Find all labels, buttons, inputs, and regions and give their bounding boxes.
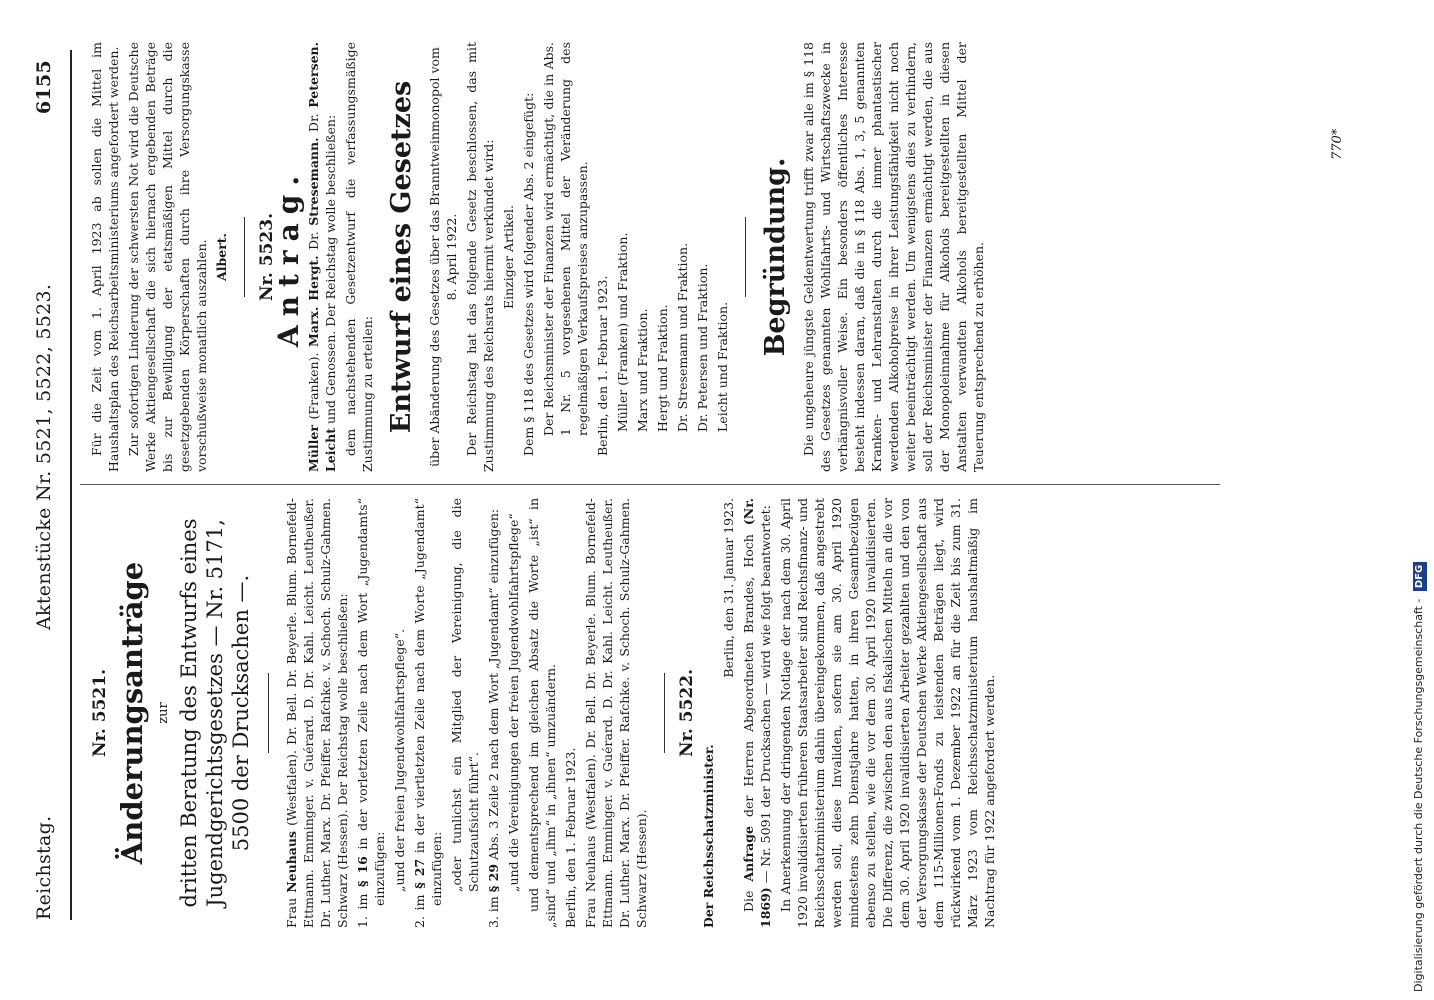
left-column [88,498,1001,928]
doc5521-subject: dritten Beratung des Entwurfs eines Jugendgerichtsgesetzes — Nr. 5171, 5500 der Drucksachen —. [177,518,253,908]
doc5521-signers [283,498,351,928]
doc5522-body3: Zur sofortigen Linderung der schwersten Not wird die Deutsche Werke Aktiengesellschaft die sich hiernach ergebenden Beträge bis zur Bewilligung der etatsmäßigen Mittel durch die gesetzgebenden Körperschaften durch ihre Versorgungskasse vorschußweise monatlich auszahlen. [126,42,209,472]
doc5523-signers [305,42,339,472]
intro-nr: (Nr. 1869) [741,497,773,928]
item-paragraph: § 16 [355,856,370,888]
article-heading: Einziger Artikel. [501,204,516,310]
item-text: Abs. 3 Zeile 2 nach dem Wort „Jugendamt“ einzufügen: [486,508,501,860]
section-divider [745,217,746,297]
doc5522-number: Nr. 5522. [677,669,697,758]
doc5521-number: Nr. 5521. [90,669,110,758]
item-quote: „oder tunlichst ein Mitglied der Vereinigung, die die Schutzaufsicht führt“. [449,498,481,892]
doc5523-motion: dem nachstehenden Gesetzentwurf die verfassungsmäßige Zustimmung zu erteilen: [343,42,375,472]
header-rule [70,50,72,920]
item-number: 3. [486,916,501,928]
section-divider [244,217,245,297]
doc5521-title: Änderungsanträge [115,561,149,865]
doc5521-signers2: Frau Neuhaus (Westfalen). Dr. Bell. Dr. Beyerle. Blum. Bornefeld-Ettmann. Emminger. v. Guérard. D. Dr. Kahl. Leicht. Leutheußer. Dr. Luther. Marx. Dr. Pfeiffer. Rafchke. v. Schoch. Schulz-Gahmen. Schwarz (Hessen). [583,498,649,928]
signer-rest: (Franken). [306,352,321,420]
item-pre: im [486,896,501,913]
faction-line: Dr. Petersen und Fraktion. [695,263,710,432]
item-number: 2. [412,916,427,928]
enacting-clause: Der Reichstag hat das folgende Gesetz beschlossen, das mit Zustimmung des Reichsrats hiermit verkündet wird: [464,42,496,472]
signers-bold: Neuhaus [284,830,299,893]
doc5523-title: Antrag. [272,166,305,348]
doc5522-signature: Albert. [214,233,229,281]
doc5522-intro [740,498,774,928]
digitization-watermark [1410,8,1428,992]
column-divider [80,484,1220,485]
watermark-label: Digitalisierung gefördert durch die Deutsche Forschungsgemeinschaft - [1412,598,1425,992]
reason-text: Die ungeheure jüngste Geldentwertung trifft zwar alle im § 118 des Gesetzes genannten Wohlfahrts- und Wirtschaftszwecke in verhängnisvoller Weise. Ein besonders öffentliches Interesse besteht indessen daran, daß die in § 118 Abs. 1, 3, 5 genannten Kranken- und Lehranstalten durch die immer phantastischer werdenden Alkoholpreise in ihrer Leistungsfähigkeit nicht noch weiter beeinträchtigt werden. Um wenigstens dies zu verhindern, soll der Reichsminister der Finanzen ermächtigt werden, die aus der Monopoleinnahme für Alkohols bereitgestellten in diesen Anstalten verwandten Alkohols bereitgestellten Mittel der Teuerung entsprechend zu erhöhen. [801,42,986,472]
doc5522-body2: Für die Zeit vom 1. April 1923 ab sollen die Mittel im Haushaltsplan des Reichsarbeitsministeriums angefordert werden. [89,42,121,472]
item-text: in der vorletzten Zeile nach dem Wort „Jugendamts“ einzufügen: [355,498,387,906]
intro-mid: der Herren Abgeordneten Brandes, Hoch [741,534,756,817]
intro-bold: Anfrage [741,826,756,882]
faction-line: Hergt und Fraktion. [655,304,670,432]
amendment-item [411,498,445,928]
doc5521-zur: zur [156,702,171,724]
item-pre: im [355,893,370,910]
amendment-item [354,498,388,928]
item-pre: im [412,894,427,911]
signer-bold: Müller [306,425,321,472]
amendment-item [485,498,502,928]
signers-rest: (Westfalen). Dr. Bell. Dr. Beyerle. Blum. Bornefeld-Ettmann. Emminger. v. Guérard. D. Dr. Kahl. Leicht. Leutheußer. Dr. Luther. Marx. Dr. Pfeiffer. Rafchke. v. Schoch. Schulz-Gahmen. Schwarz (Hessen). Der Reichstag wolle beschließen: [284,498,350,928]
page-number: 6155 [33,60,55,115]
right-column [88,42,990,472]
doc5523-date: Berlin, den 1. Februar 1923. [595,275,610,456]
draft-subject: über Abänderung des Gesetzes über das Branntweinmonopol vom 8. April 1922. [427,47,459,467]
running-head-center: Aktenstücke Nr. 5521, 5522, 5523. [33,283,55,630]
signer-rest: und Genossen. Der Reichstag wolle beschließen: [323,114,338,425]
item-quote: „und der freien Jugendwohlfahrtspflege“. [392,628,407,892]
intro-pre: Die [741,890,756,912]
signers-intro: Frau [284,897,299,928]
faction-line: Leicht und Fraktion. [715,301,730,432]
running-head [20,50,72,930]
article-text: Dem § 118 des Gesetzes wird folgender Abs. 2 eingefügt: [521,92,536,456]
signer-bold: Petersen. Leicht [306,42,338,472]
reason-title: Begründung. [760,157,791,357]
watermark-text [1410,8,1428,992]
signer-rest: Dr. [306,113,321,132]
item-paragraph: § 27 [412,858,427,889]
section-divider [268,673,269,753]
section-divider [664,673,665,753]
faction-line: Marx und Fraktion. [635,308,650,432]
running-head-left: Reichstag. [33,815,55,920]
signer-rest: Dr. [306,231,321,250]
doc5521-date: Berlin, den 1. Februar 1923. [563,747,578,928]
doc5522-body: In Anerkennung der dringenden Notlage der nach dem 30. April 1920 invalidisierten früheren Staatsarbeiter sind Reichsfinanz- und Reichsschatzministerium dahin übereingekommen, daß angestrebt werden soll, diese Invaliden, sofern sie am 30. April 1920 mindestens zehn Dienstjahre hatten, in ihren Gesamtbezügen ebenso zu stellen, wie die vor dem 30. April 1920 invalidisierten. Die Differenz, die zwischen den aus fiskalischen Mitteln an die vor dem 30. April 1920 invalidisierten Arbeiter gezahlten und den von der Versorgungskasse der Deutschen Werke Aktiengesellschaft aus dem 115-Millionen-Fonds zu leistenden Beträgen liegt, wird rückwirkend vom 1. Dezember 1922 an für die Zeit bis zum 31. März 1923 vom Reichsschatzministerium haushaltmäßig im Nachtrag für 1922 angefordert werden. [778,498,997,928]
item3-continuation: und dementsprechend im gleichen Absatz die Worte „ist“ in „sind“ und „ihm“ in „ihnen“ umzuändern. [526,498,558,928]
item-text: in der viertletzten Zeile nach dem Worte „Jugendamt“ einzufügen: [412,498,444,906]
doc5522-date: Berlin, den 31. Januar 1923. [721,498,736,678]
item-number: 1. [355,916,370,928]
intro-post: — Nr. 5091 der Drucksachen — wird wie folgt beantwortet: [758,505,773,884]
article-quote: Der Reichsminister der Finanzen wird ermächtigt, die in Abs. 1 Nr. 5 vorgesehenen Mittel der Veränderung des regelmäßigen Verkaufspreises anzupassen. [541,42,590,436]
doc5523-number: Nr. 5523. [257,213,277,302]
item-paragraph: § 29 [486,863,501,893]
signer-bold: Marx. Hergt. [306,255,321,347]
draft-title: Entwurf eines Gesetzes [386,80,417,434]
doc5522-header: Der Reichsschatzminister. [701,744,716,928]
faction-list [614,42,731,472]
item-quote: „und die Vereinigungen der freien Jugendwohlfahrtspflege“ [506,513,521,892]
footer-number: 770* [1330,128,1345,160]
faction-line: Müller (Franken) und Fraktion. [615,232,630,432]
faction-line: Dr. Stresemann und Fraktion. [675,242,690,432]
dfg-logo-icon: DFG [1413,562,1427,591]
signer-bold: Stresemann. [306,137,321,226]
